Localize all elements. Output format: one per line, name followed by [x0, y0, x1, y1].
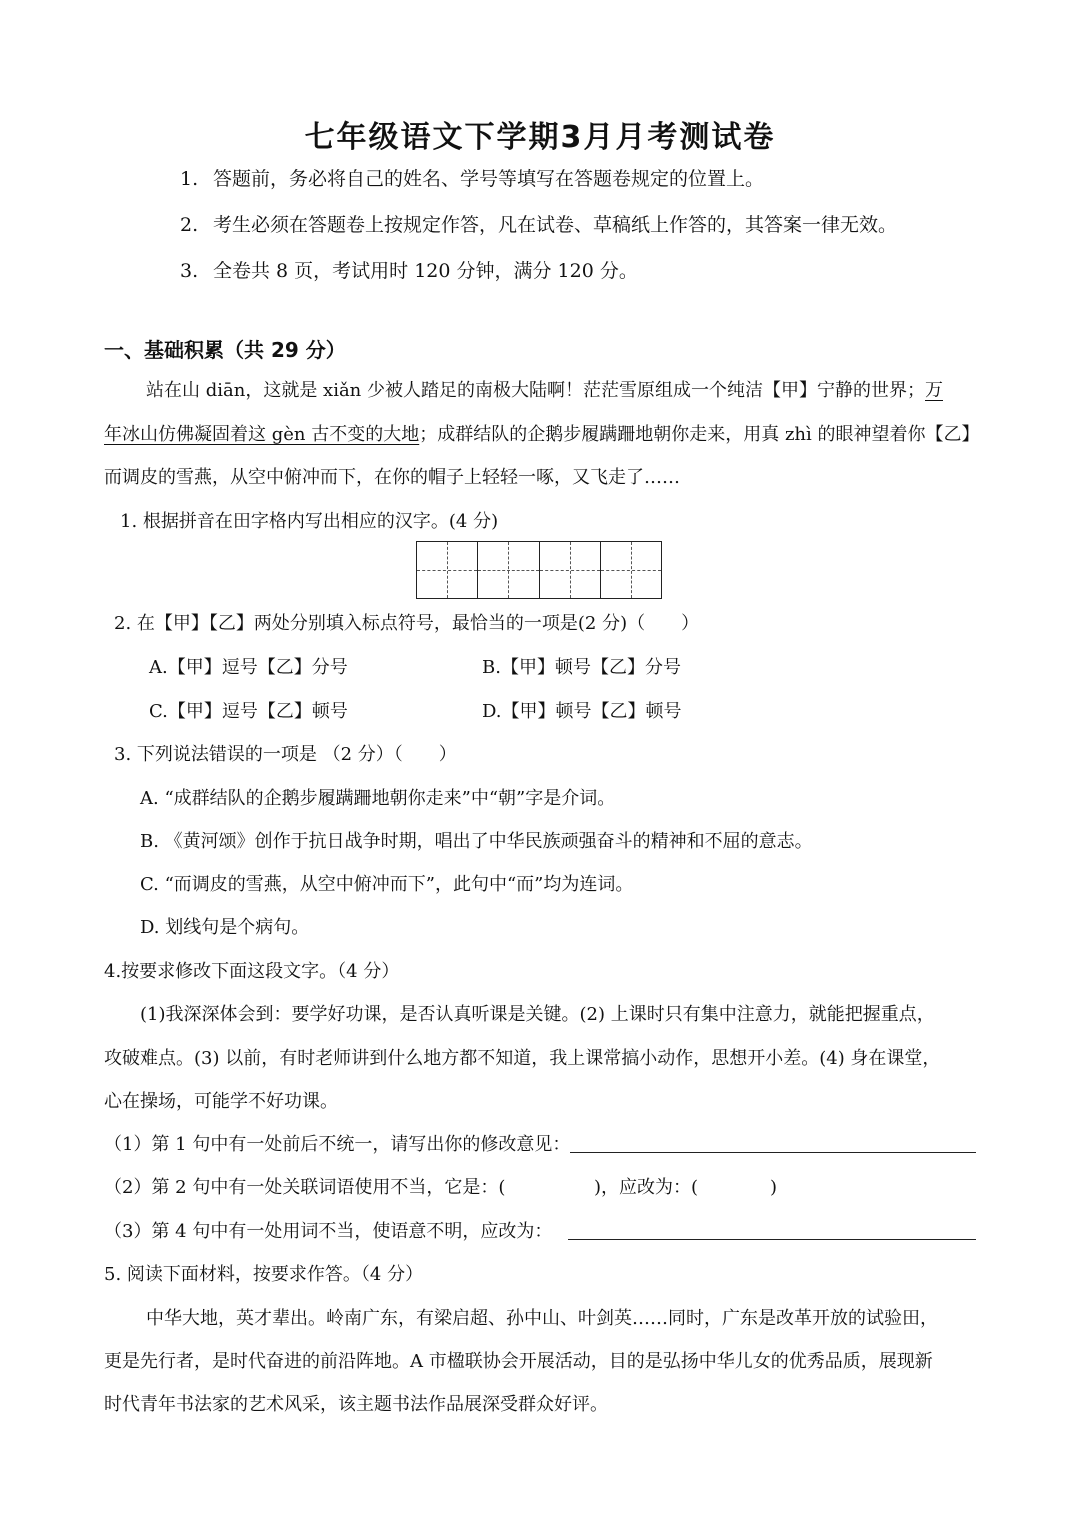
- q3-option-c: C. “而调皮的雪燕，从空中俯冲而下”，此句中“而”均为连词。: [140, 874, 634, 895]
- instruction-2-num: 2.: [180, 214, 199, 236]
- answer-line-3[interactable]: [568, 1239, 976, 1240]
- q2-option-a: A.【甲】逗号【乙】分号: [149, 657, 348, 678]
- q4-sub-3: （3）第 4 句中有一处用词不当，使语意不明，应改为：: [104, 1221, 553, 1242]
- instruction-3-text: 全卷共 8 页，考试用时 120 分钟，满分 120 分。: [213, 260, 638, 282]
- q4-paragraph-line-3: 心在操场，可能学不好功课。: [104, 1091, 338, 1112]
- passage-line-3: 而调皮的雪燕，从空中俯冲而下，在你的帽子上轻轻一啄，又飞走了……: [104, 467, 680, 488]
- answer-line-1[interactable]: [570, 1152, 976, 1153]
- question-1: 1. 根据拼音在田字格内写出相应的汉字。(4 分): [120, 511, 499, 532]
- q3-option-a: A. “成群结队的企鹅步履蹒跚地朝你走来”中“朝”字是介词。: [140, 788, 616, 809]
- q4-sub-1: （1）第 1 句中有一处前后不统一，请写出你的修改意见：: [104, 1134, 571, 1155]
- instruction-1-text: 答题前，务必将自己的姓名、学号等填写在答题卷规定的位置上。: [213, 168, 765, 190]
- q5-paragraph-line-3: 时代青年书法家的艺术风采，该主题书法作品展深受群众好评。: [104, 1394, 608, 1415]
- q2-option-c: C.【甲】逗号【乙】顿号: [149, 701, 348, 722]
- q4-sub-2-b: )，应改为：(: [594, 1177, 699, 1198]
- underlined-sentence: 年冰山仿佛凝固着这 gèn 古不变的大地: [104, 424, 420, 445]
- tianzige-cell[interactable]: [540, 542, 601, 598]
- q2-option-d: D.【甲】顿号【乙】顿号: [482, 701, 682, 722]
- passage-line-1-text: 站在山 diān，这就是 xiǎn 少被人踏足的南极大陆啊！茫茫雪原组成一个纯洁【甲】宁静的世界；: [146, 380, 925, 401]
- page-title: 七年级语文下学期3月月考测试卷: [304, 120, 776, 155]
- question-5: 5. 阅读下面材料，按要求作答。（4 分）: [104, 1264, 424, 1285]
- q4-paragraph-line-1: (1)我深深体会到：要学好功课，是否认真听课是关键。(2) 上课时只有集中注意力，就能把握重点，: [140, 1004, 935, 1025]
- tianzige-cell[interactable]: [478, 542, 539, 598]
- tianzige-cell[interactable]: [601, 542, 661, 598]
- q5-paragraph-line-1: 中华大地，英才辈出。岭南广东，有梁启超、孙中山、叶剑英……同时，广东是改革开放的试验田，: [146, 1308, 938, 1329]
- q5-paragraph-line-2: 更是先行者，是时代奋进的前沿阵地。A 市楹联协会开展活动，目的是弘扬中华儿女的优秀品质，展现新: [104, 1351, 933, 1372]
- underlined-sentence-start: 万: [925, 380, 943, 401]
- instruction-2-text: 考生必须在答题卷上按规定作答，凡在试卷、草稿纸上作答的，其答案一律无效。: [213, 214, 898, 236]
- instruction-3-num: 3.: [180, 260, 199, 282]
- question-2: 2. 在【甲】【乙】两处分别填入标点符号，最恰当的一项是(2 分)（ ）: [114, 613, 700, 634]
- q4-paragraph-line-2: 攻破难点。(3) 以前，有时老师讲到什么地方都不知道，我上课常搞小动作，思想开小差。(4) 身在课堂，: [104, 1048, 941, 1069]
- question-3: 3. 下列说法错误的一项是 （2 分）（ ）: [114, 744, 457, 765]
- q4-sub-2-c: ): [770, 1177, 778, 1198]
- q2-option-b: B.【甲】顿号【乙】分号: [482, 657, 681, 678]
- passage-line-2: [104, 422, 980, 448]
- tianzige-cell[interactable]: [417, 542, 478, 598]
- instruction-1-num: 1.: [180, 168, 199, 190]
- question-4: 4.按要求修改下面这段文字。（4 分）: [104, 961, 400, 982]
- q3-option-b: B. 《黄河颂》创作于抗日战争时期，唱出了中华民族顽强奋斗的精神和不屈的意志。: [140, 831, 813, 852]
- q4-sub-2-a: （2）第 2 句中有一处关联词语使用不当，它是：(: [104, 1177, 506, 1198]
- passage-line-1: [146, 378, 943, 404]
- tianzige-grid[interactable]: [416, 541, 662, 599]
- section-heading: 一、基础积累（共 29 分）: [104, 338, 346, 362]
- passage-line-2-text: ；成群结队的企鹅步履蹒跚地朝你走来，用真 zhì 的眼神望着你【乙】: [419, 424, 980, 445]
- q3-option-d: D. 划线句是个病句。: [140, 917, 310, 938]
